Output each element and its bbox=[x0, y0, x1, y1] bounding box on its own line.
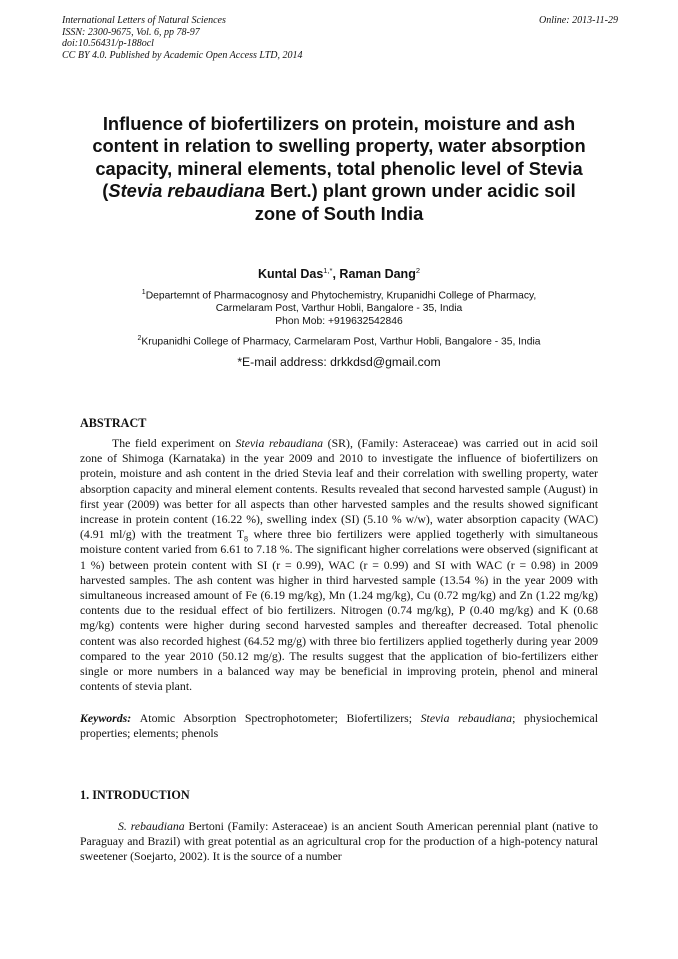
keywords-part-1: Atomic Absorption Spectrophotometer; Biofertilizers; bbox=[139, 711, 421, 725]
keywords-label: Keywords bbox=[80, 711, 128, 725]
journal-name: International Letters of Natural Sciences bbox=[62, 15, 226, 26]
paper-title bbox=[80, 113, 598, 225]
introduction-text bbox=[80, 819, 598, 865]
affil-1-line-1: Departemnt of Pharmacognosy and Phytochemistry, Krupanidhi College of Pharmacy, bbox=[145, 290, 537, 302]
journal-doi: doi:10.56431/p-188ocl bbox=[62, 38, 154, 49]
author-separator: , bbox=[332, 267, 340, 282]
affil-1-mark: 1 bbox=[141, 289, 146, 296]
affiliation-1 bbox=[80, 287, 598, 329]
affil-2-mark: 2 bbox=[137, 335, 142, 342]
abstract-part-3: where three bio fertilizers were applied togetherly with simultaneous moisture content varied from 6.61 to 7.18 %. The significant higher correlations were observed (significant at 1 %) between protein content with SI (r = 0.99), WAC (r = 0.99) and SI with WAC (r = 0.98) in 2009 harvested samples. The ash content was higher in third harvested sample (13.54 %) in the year 2009 with simultaneous increased amount of Fe (6.19 mg/kg), Mn (1.24 mg/kg), Cu (0.72 mg/kg) and Zn (1.22 mg/kg) contents due to the residual effect of bio fertilizers. Nitrogen (0.74 mg/kg), P (0.40 mg/kg) and K (0.68 mg/kg) contents were higher during second harvested samples and thereafter decreased. Total phenolic content was also recorded highest (64.52 mg/g) with three bio fertilizers applied togetherly during year 2009 compared to the year 2010 (50.12 mg/g). The results suggest that the application of bio-fertilizers either single or more numbers in a balanced way may be beneficial in improving protein, phenol and mineral contents of stevia plant. bbox=[80, 527, 598, 694]
author-list bbox=[0, 266, 678, 281]
introduction-heading: 1. INTRODUCTION bbox=[80, 788, 190, 802]
journal-license: CC BY 4.0. Published by Academic Open Access LTD, 2014 bbox=[62, 49, 303, 61]
author-1-affil-mark: 1,* bbox=[323, 266, 333, 275]
title-species: Stevia rebaudiana bbox=[108, 180, 265, 202]
abstract-heading: ABSTRACT bbox=[80, 416, 147, 430]
author-1: Kuntal Das bbox=[257, 267, 324, 282]
keywords bbox=[80, 711, 598, 741]
abstract-species: Stevia rebaudiana bbox=[235, 436, 323, 450]
author-2: Raman Dang bbox=[339, 267, 416, 282]
intro-part-1: Bertoni (Family: Asteraceae) is an ancient South American perennial plant (native to Paraguay and Brazil) with great potential as an agricultural crop for the production of a high-potency natural sweetener (Soejarto, 2002). It is the source of a number bbox=[80, 819, 598, 864]
abstract-part-2: (SR), (Family: Asteraceae) was carried out in acid soil zone of Shimoga (Karnataka) in the year 2009 and 2010 to investigate the influence of biofertilizers on protein, moisture and ash content in the dried Stevia leaf and their correlation with swelling property, water absorption capacity and mineral element contents. Results revealed that second harvested sample (August) in first year (2009) was better for all aspects than other harvested samples and the results showed significant increase in protein content (16.22 %), swelling index (SI) (5.10 % w/w), water absorption capacity (WAC) (4.91 ml/g) with the treatment T bbox=[80, 436, 598, 542]
intro-species: S. rebaudiana bbox=[118, 819, 185, 833]
author-2-affil-mark: 2 bbox=[415, 266, 420, 275]
journal-header bbox=[62, 15, 618, 61]
keywords-part-2: ; physiochemical properties; elements; phenols bbox=[80, 711, 599, 741]
keywords-colon: : bbox=[127, 711, 140, 725]
online-date: Online: 2013-11-29 bbox=[539, 15, 618, 26]
title-part-2: Bert.) plant grown under acidic soil zone of South India bbox=[254, 180, 576, 224]
abstract-part-1: The field experiment on bbox=[112, 436, 236, 450]
title-part-1: Influence of biofertilizers on protein, moisture and ash content in relation to swelling property, water absorption capacity, mineral elements, total phenolic level of Stevia ( bbox=[92, 113, 586, 202]
affil-2-line-1: Krupanidhi College of Pharmacy, Carmelaram Post, Varthur Hobli, Bangalore - 35, India bbox=[141, 336, 541, 348]
journal-issn: ISSN: 2300-9675, Vol. 6, pp 78-97 bbox=[62, 26, 200, 38]
keywords-species: Stevia rebaudiana bbox=[420, 711, 513, 725]
abstract-treatment-subscript: 8 bbox=[244, 534, 249, 544]
affil-1-line-2: Carmelaram Post, Varthur Hobli, Bangalore - 35, India bbox=[215, 303, 463, 315]
corresponding-email: *E-mail address: drkkdsd@gmail.com bbox=[237, 355, 441, 369]
affil-1-phone: Phon Mob: +919632542846 bbox=[275, 315, 403, 327]
abstract-text bbox=[80, 436, 598, 694]
affiliation-2 bbox=[80, 333, 598, 349]
